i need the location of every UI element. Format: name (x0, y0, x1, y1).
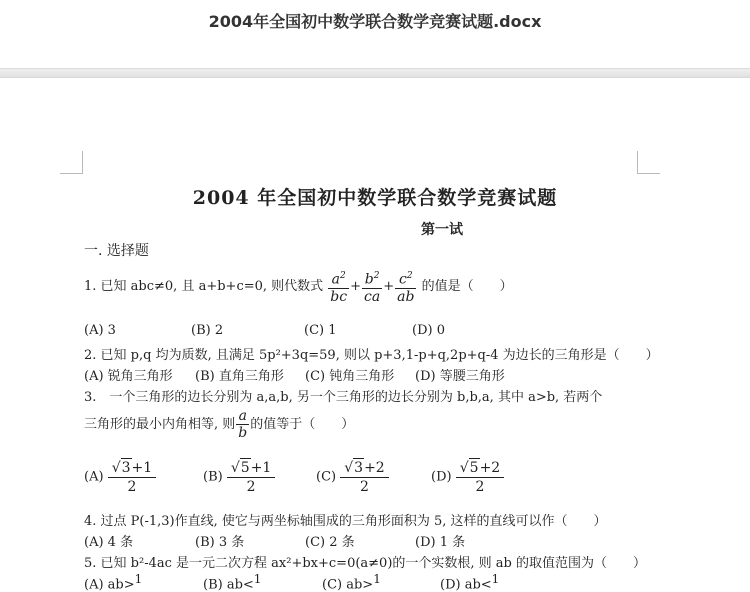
q1-option-b: (B) 2 (191, 323, 224, 338)
q1-stem-b: 的值是（ ） (421, 278, 513, 294)
question-4: 4. 过点 P(-1,3)作直线, 使它与两坐标轴围成的三角形面积为 5, 这样的直线可以作（ ） (84, 514, 607, 529)
document-page (0, 78, 750, 590)
q2-option-a: (A) 锐角三角形 (84, 369, 173, 384)
q2-option-c: (C) 钝角三角形 (305, 369, 395, 384)
q5-option-b-partial: (B) ab<$^1$ (203, 572, 262, 592)
document-title: 2004 年全国初中数学联合数学竞赛试题 (192, 187, 558, 209)
q4-option-b: (B) 3 条 (195, 535, 245, 550)
document-subtitle: 第一试 (421, 222, 463, 238)
section-heading: 一. 选择题 (84, 243, 149, 259)
q3-stem-b: 的值等于（ ） (250, 417, 355, 432)
margin-marker-right (637, 151, 660, 174)
q5-option-d-partial: (D) ab<$^1$ (440, 572, 500, 592)
question-5: 5. 已知 b²-4ac 是一元二次方程 ax²+bx+c=0(a≠0)的一个实数根, 则 ab 的取值范围为（ ） (84, 556, 646, 571)
q3-option-c: (C) $\frac{√3+2}{2}$ (316, 458, 389, 496)
q3-option-a: (A) $\frac{√3+1}{2}$ (84, 458, 156, 496)
q1-option-a: (A) 3 (84, 323, 116, 338)
q3-option-d: (D) $\frac{√5+2}{2}$ (431, 458, 504, 496)
margin-marker-left (60, 151, 83, 174)
q1-option-d: (D) 0 (412, 323, 445, 338)
question-3-line-2 (84, 408, 354, 441)
q3-stem-a: 三角形的最小内角相等, 则 (84, 417, 236, 432)
title-bar (0, 0, 750, 68)
q5-option-c-partial: (C) ab>$^1$ (322, 572, 381, 592)
question-2: 2. 已知 p,q 均为质数, 且满足 5p²+3q=59, 则以 p+3,1-p+q,2p+q-4 为边长的三角形是（ ） (84, 348, 659, 363)
q2-option-d: (D) 等腰三角形 (415, 369, 505, 384)
q4-option-d: (D) 1 条 (415, 535, 466, 550)
document-filename: 2004年全国初中数学联合数学竞赛试题.docx (208, 12, 542, 31)
q3-option-b: (B) $\frac{√5+1}{2}$ (203, 458, 275, 496)
q1-term-2: $\frac{b^2}{ca}$ (362, 268, 382, 305)
q1-option-c: (C) 1 (304, 323, 337, 338)
question-1: 1. 已知 abc≠0, 且 a+b+c=0, 则代数式 $\frac{a^2}{bc}$ + $\frac{b^2}{ca}$ + $\frac{c^2}{ab}$ 的值是（ ） (84, 268, 513, 305)
q5-option-a-partial: (A) ab>$^1$ (84, 572, 143, 592)
question-3-line-1: 3. 一个三角形的边长分别为 a,a,b, 另一个三角形的边长分别为 b,b,a, 其中 a>b, 若两个 (84, 390, 603, 405)
q4-option-a: (A) 4 条 (84, 535, 134, 550)
toolbar-separator (0, 68, 750, 78)
q2-option-b: (B) 直角三角形 (195, 369, 284, 384)
q1-term-3: $\frac{c^2}{ab}$ (395, 268, 416, 305)
q3-fraction: $\frac{a}{b}$ (238, 408, 248, 441)
q1-term-1: $\frac{a^2}{bc}$ (328, 268, 349, 305)
q1-stem-a: 1. 已知 abc≠0, 且 a+b+c=0, 则代数式 (84, 278, 324, 294)
q4-option-c: (C) 2 条 (305, 535, 355, 550)
